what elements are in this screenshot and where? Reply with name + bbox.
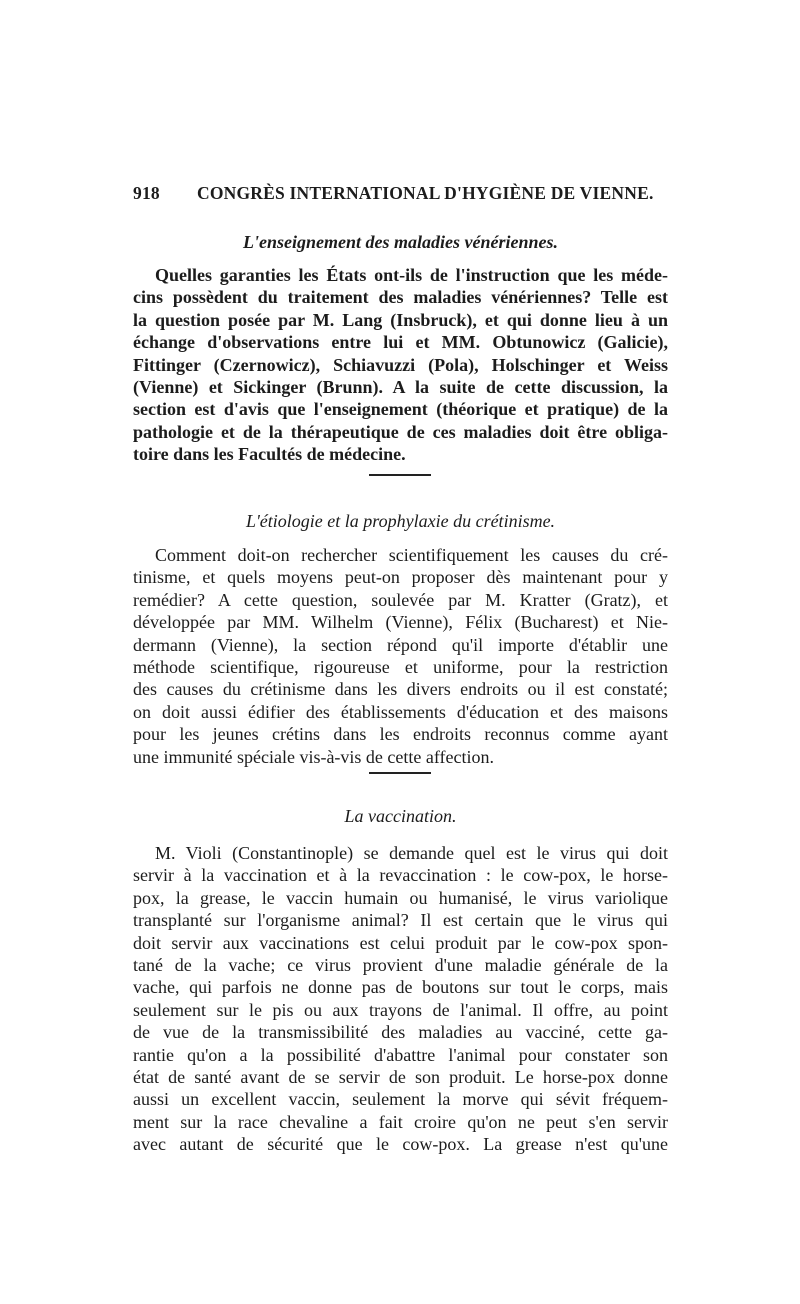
text-line: pox, la grease, le vaccin humain ou humanisé, le virus variolique: [133, 887, 668, 908]
text-line: méthode scientifique, rigoureuse et uniforme, pour la restriction: [133, 656, 668, 677]
text-line: aussi un excellent vaccin, seulement la morve qui sévit fréquem-: [133, 1089, 668, 1110]
paragraph-venereal: [133, 264, 668, 466]
text-line: une immunité spéciale vis-à-vis de cette affection.: [133, 746, 495, 767]
text-line: doit servir aux vaccinations est celui produit par le cow-pox spon-: [133, 932, 668, 953]
paragraph-cretinism: [133, 544, 668, 768]
page-number: 918: [133, 183, 160, 203]
text-line: pathologie et de la thérapeutique de ces maladies doit être obliga-: [133, 421, 668, 442]
text-line: des causes du crétinisme dans les divers endroits ou il est constaté;: [133, 679, 668, 700]
text-line: (Vienne) et Sickinger (Brunn). A la suite de cette discussion, la: [133, 376, 668, 397]
text-line: on doit aussi édifier des établissements d'éducation et des maisons: [133, 701, 668, 722]
section-divider: [369, 474, 431, 476]
text-line: avec autant de sécurité que le cow-pox. La grease n'est qu'une: [133, 1134, 668, 1155]
text-line: Quelles garanties les États ont-ils de l'instruction que les méde-: [155, 265, 668, 285]
text-line: vache, qui parfois ne donne pas de boutons sur tout le corps, mais: [133, 977, 668, 998]
text-line: état de santé avant de se servir de son produit. Le horse-pox donne: [133, 1066, 668, 1087]
text-line: servir à la vaccination et à la revaccination : le cow-pox, le horse-: [133, 865, 668, 886]
paragraph-vaccination: [133, 842, 668, 1155]
text-line: Comment doit-on rechercher scientifiquement les causes du cré-: [155, 545, 668, 565]
running-head-title: CONGRÈS INTERNATIONAL D'HYGIÈNE DE VIENNE.: [197, 183, 654, 203]
text-line: tané de la vache; ce virus provient d'une maladie générale de la: [133, 954, 668, 975]
text-line: toire dans les Facultés de médecine.: [133, 444, 406, 465]
text-line: M. Violi (Constantinople) se demande quel est le virus qui doit: [155, 843, 668, 863]
text-line: transplanté sur l'organisme animal? Il est certain que le virus qui: [133, 910, 668, 931]
text-line: cins possèdent du traitement des maladies vénériennes? Telle est: [133, 287, 668, 308]
text-line: tinisme, et quels moyens peut-on proposer dès maintenant pour y: [133, 567, 668, 588]
section-divider: [369, 772, 431, 774]
text-line: rantie qu'on a la possibilité d'abattre l'animal pour constater son: [133, 1044, 668, 1065]
text-line: développée par MM. Wilhelm (Vienne), Félix (Bucharest) et Nie-: [133, 612, 668, 633]
section-title-venereal: L'enseignement des maladies vénériennes.: [243, 232, 558, 252]
text-line: ment sur la race chevaline a fait croire qu'on ne peut s'en servir: [133, 1111, 668, 1132]
text-line: la question posée par M. Lang (Insbruck), et qui donne lieu à un: [133, 309, 668, 330]
text-line: seulement sur le pis ou aux trayons de l'animal. Il offre, au point: [133, 999, 668, 1020]
text-line: section est d'avis que l'enseignement (théorique et pratique) de la: [133, 399, 668, 420]
book-page: [133, 0, 668, 1304]
text-line: remédier? A cette question, soulevée par M. Kratter (Gratz), et: [133, 589, 668, 610]
text-line: Fittinger (Czernowicz), Schiavuzzi (Pola), Holschinger et Weiss: [133, 354, 668, 375]
text-line: de vue de la transmissibilité des maladies au vacciné, cette ga-: [133, 1022, 668, 1043]
text-line: pour les jeunes crétins dans les endroits reconnus comme ayant: [133, 724, 668, 745]
text-line: dermann (Vienne), la section répond qu'il importe d'établir une: [133, 634, 668, 655]
section-title-cretinism: L'étiologie et la prophylaxie du crétinisme.: [245, 511, 556, 531]
running-head: [133, 183, 668, 209]
section-title-vaccination: La vaccination.: [344, 806, 457, 826]
text-line: échange d'observations entre lui et MM. Obtunowicz (Galicie),: [133, 332, 668, 353]
